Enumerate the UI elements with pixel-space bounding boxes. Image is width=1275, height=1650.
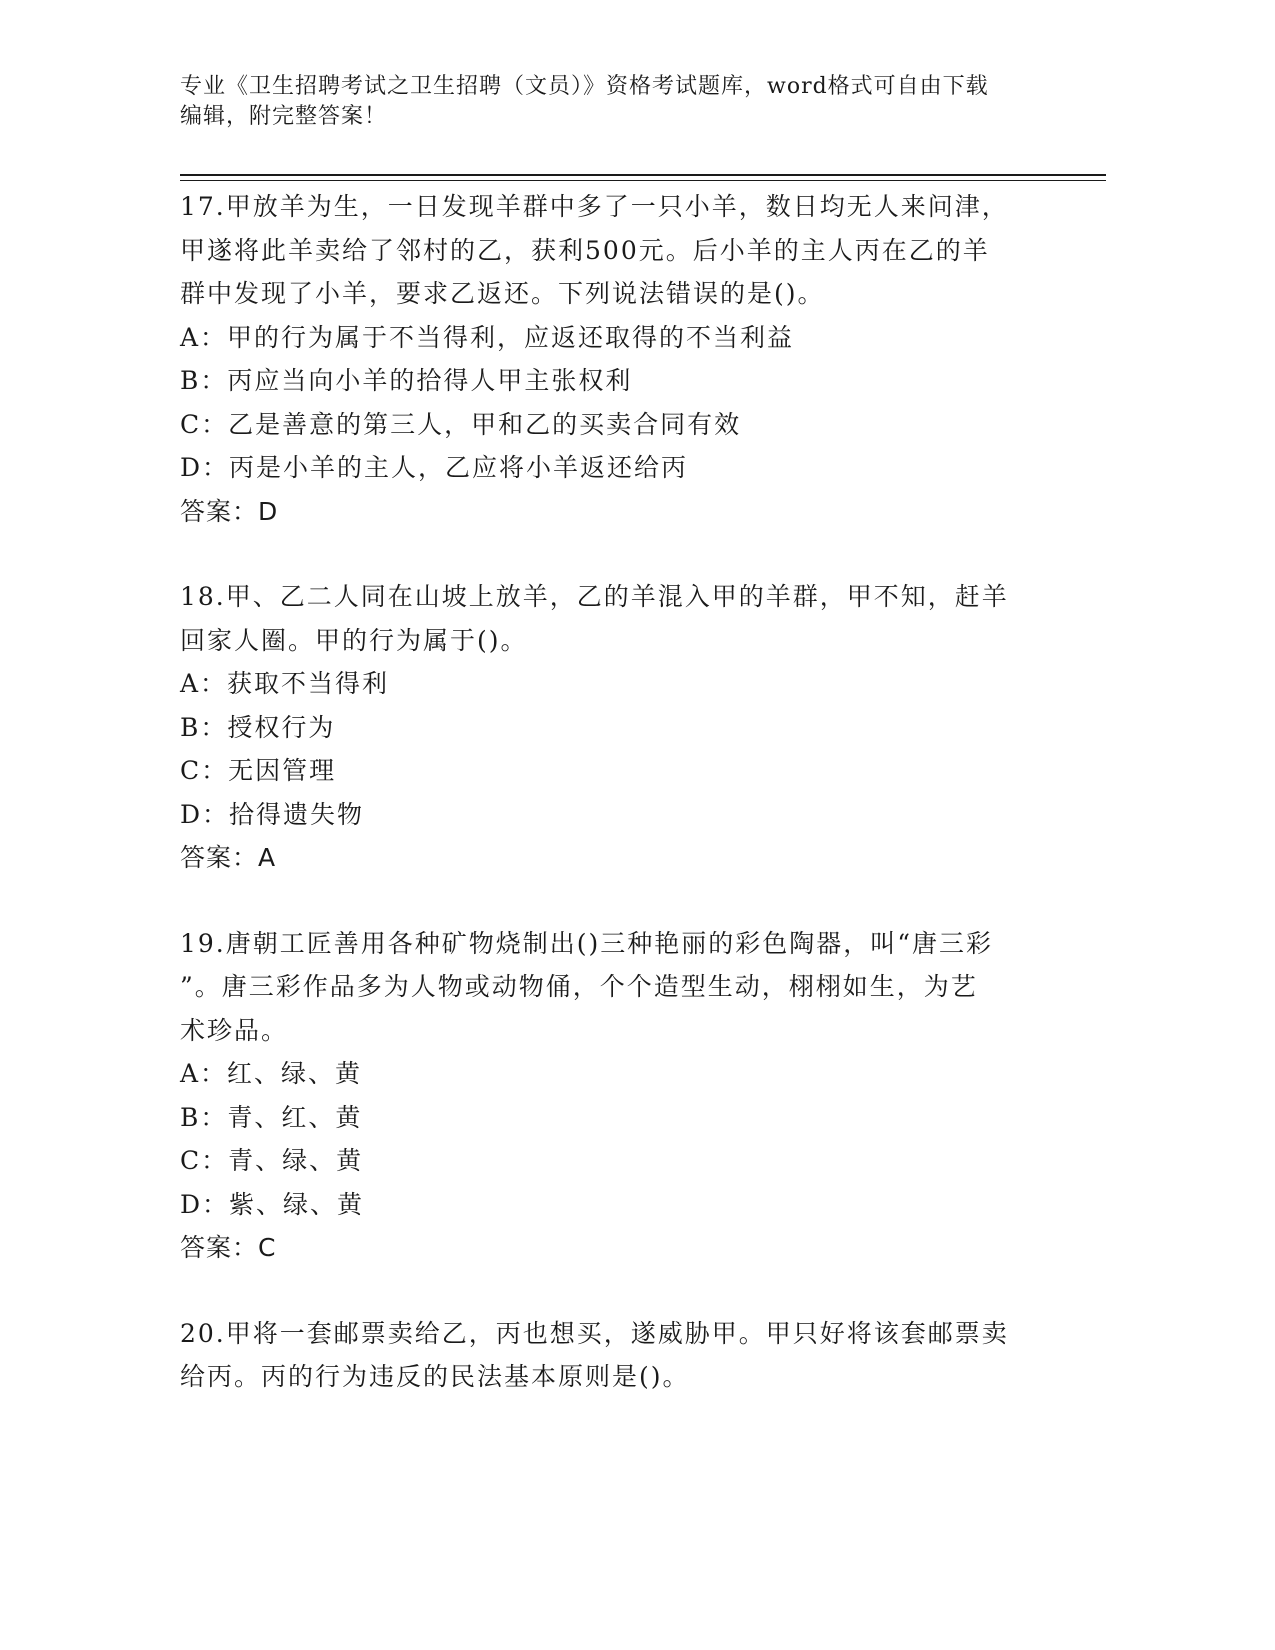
stem-line: 甲遂将此羊卖给了邻村的乙，获利500元。后小羊的主人丙在乙的羊 — [180, 235, 990, 265]
question-18 — [180, 575, 1040, 880]
stem-line: 术珍品。 — [180, 1015, 289, 1045]
question-stem — [180, 1312, 1040, 1399]
stem-line: 群中发现了小羊，要求乙返还。下列说法错误的是()。 — [180, 279, 825, 308]
option-a: A：获取不当得利 — [180, 669, 390, 698]
option-c: C：无因管理 — [180, 756, 337, 785]
question-19 — [180, 922, 1040, 1270]
question-20 — [180, 1312, 1040, 1399]
option-c: C：乙是善意的第三人，甲和乙的买卖合同有效 — [180, 409, 742, 439]
answer-line: 答案：C — [180, 1233, 277, 1262]
stem-line: 回家人圈。甲的行为属于()。 — [180, 625, 528, 655]
question-stem — [180, 185, 1040, 316]
question-stem — [180, 575, 1040, 662]
header-line-2: 编辑，附完整答案！ — [180, 104, 388, 129]
question-list — [180, 185, 1040, 1441]
question-stem — [180, 922, 1040, 1053]
header-line-1: 专业《卫生招聘考试之卫生招聘（文员）》资格考试题库，word格式可自由下载 — [180, 74, 989, 99]
option-c: C：青、绿、黄 — [180, 1146, 364, 1175]
answer-line: 答案：A — [180, 843, 277, 872]
option-d: D：紫、绿、黄 — [180, 1189, 365, 1219]
option-a: A：甲的行为属于不当得利，应返还取得的不当利益 — [180, 322, 795, 352]
option-b: B：青、红、黄 — [180, 1102, 363, 1132]
stem-line: ”。唐三彩作品多为人物或动物俑，个个造型生动，栩栩如生，为艺 — [180, 972, 978, 1001]
option-b: B：授权行为 — [180, 712, 336, 742]
header-divider-thin — [180, 180, 1106, 181]
option-b: B：丙应当向小羊的拾得人甲主张权利 — [180, 366, 633, 395]
document-header — [180, 72, 1040, 132]
question-17 — [180, 185, 1040, 533]
stem-line: 18.甲、乙二人同在山坡上放羊，乙的羊混入甲的羊群，甲不知，赶羊 — [180, 582, 1009, 611]
stem-line: 给丙。丙的行为违反的民法基本原则是()。 — [180, 1362, 690, 1391]
header-divider-thick — [180, 174, 1106, 176]
stem-line: 20.甲将一套邮票卖给乙，丙也想买，遂威胁甲。甲只好将该套邮票卖 — [180, 1318, 1009, 1348]
answer-line: 答案：D — [180, 496, 279, 526]
stem-line: 17.甲放羊为生，一日发现羊群中多了一只小羊，数日均无人来问津， — [180, 192, 1009, 221]
option-d: D：丙是小羊的主人，乙应将小羊返还给丙 — [180, 453, 689, 482]
option-a: A：红、绿、黄 — [180, 1059, 363, 1088]
stem-line: 19.唐朝工匠善用各种矿物烧制出()三种艳丽的彩色陶器，叫“唐三彩 — [180, 928, 994, 958]
option-d: D：拾得遗失物 — [180, 799, 365, 829]
